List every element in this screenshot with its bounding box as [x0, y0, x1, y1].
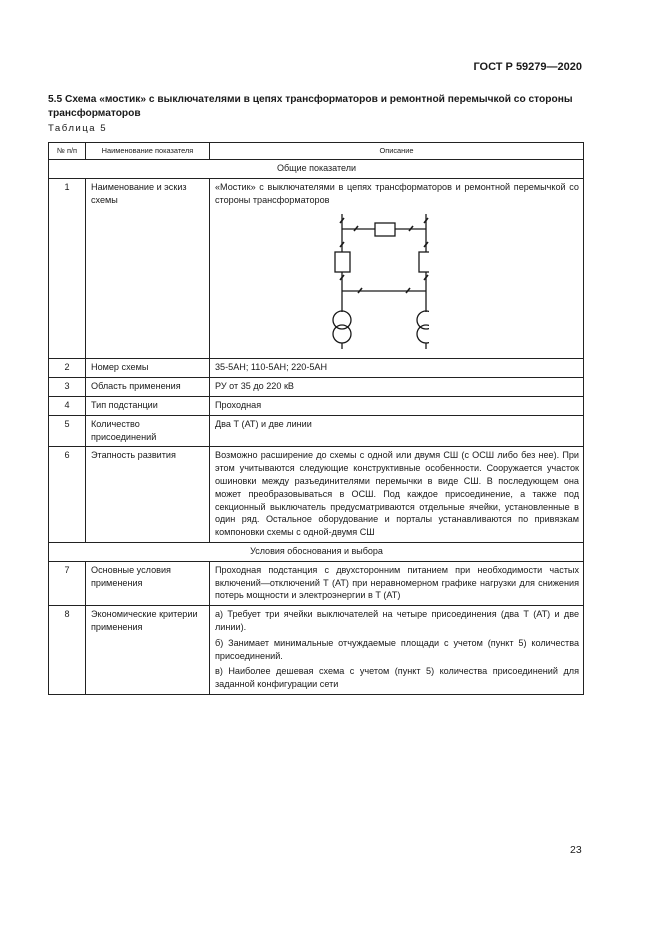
table-row	[49, 447, 584, 543]
table-label: Таблица 5	[48, 123, 108, 134]
row-number: 8	[49, 606, 86, 695]
table-row	[49, 415, 584, 447]
row-description: Проходная	[210, 396, 584, 415]
bridge-breaker	[375, 223, 395, 236]
row-number: 1	[49, 178, 86, 359]
row-name: Наименование и эскиз схемы	[86, 178, 210, 359]
row-number: 3	[49, 378, 86, 397]
table-row	[49, 561, 584, 605]
row-name: Основные условия применения	[86, 561, 210, 605]
row-number: 5	[49, 415, 86, 447]
row-description: Два Т (АТ) и две линии	[210, 415, 584, 447]
right-transformer-winding-2	[417, 325, 429, 343]
row-number: 7	[49, 561, 86, 605]
section-label-general: Общие показатели	[49, 160, 584, 179]
col-header-description: Описание	[210, 143, 584, 160]
table-header-row	[49, 143, 584, 160]
row-name: Экономические критерии применения	[86, 606, 210, 695]
section-row-general	[49, 160, 584, 179]
bridge-circuit-diagram	[325, 214, 429, 349]
row-name: Тип подстанции	[86, 396, 210, 415]
section-label-conditions: Условия обоснования и выбора	[49, 542, 584, 561]
indicator-table	[48, 142, 584, 695]
section-title: 5.5 Схема «мостик» с выключателями в цепях трансформаторов и ремонтной перемычкой со стороны трансформаторов	[48, 94, 573, 119]
left-transformer-winding-2	[333, 325, 351, 343]
table-row	[49, 178, 584, 359]
table-row	[49, 359, 584, 378]
row-number: 6	[49, 447, 86, 543]
col-header-number: № п/п	[49, 143, 86, 160]
table-row	[49, 396, 584, 415]
row-number: 2	[49, 359, 86, 378]
row-name: Область применения	[86, 378, 210, 397]
table-row	[49, 606, 584, 695]
row-description: 35-5АН; 110-5АН; 220-5АН	[210, 359, 584, 378]
left-transformer-winding-1	[333, 311, 351, 329]
left-breaker	[335, 252, 350, 272]
row-name: Номер схемы	[86, 359, 210, 378]
right-transformer-winding-1	[417, 311, 429, 329]
right-breaker	[419, 252, 429, 272]
row-description	[210, 606, 584, 695]
page-number: 23	[570, 844, 582, 856]
criterion-b: б) Занимает минимальные отчуждаемые площади с учетом (пункт 5) количества присоединений.	[215, 637, 579, 661]
row-description: РУ от 35 до 220 кВ	[210, 378, 584, 397]
row-description-text: «Мостик» с выключателями в цепях трансформаторов и ремонтной перемычкой со стороны трансформаторов	[215, 181, 579, 205]
criterion-c: в) Наиболее дешевая схема с учетом (пункт 5) количества присоединений для заданной конфигурации сети	[215, 666, 579, 690]
standard-number: ГОСТ Р 59279—2020	[473, 61, 582, 73]
row-number: 4	[49, 396, 86, 415]
table-row	[49, 378, 584, 397]
row-description: Возможно расширение до схемы с одной или двумя СШ (с ОСШ либо без нее). При этом учитываются следующие конструктивные особенности. Сооружается участок ошиновки между разъединителями перемычки в виде СШ. В последующем она может преобразовываться в ОСШ. Под каждое присоединение, а также под секционный выключатель предусматриваются отдельные ячейки, установленные в один ряд. Остальное оборудование и порталы устанавливаются по привязкам компоновки схемы с одной-двумя СШ	[210, 447, 584, 543]
col-header-name: Наименование показателя	[86, 143, 210, 160]
row-name: Количество присоединений	[86, 415, 210, 447]
row-description: Проходная подстанция с двухсторонним питанием при необходимости частых включений—отключений Т (АТ) при неравномерном графике нагрузки для снижения потерь мощности и электроэнергии в Т (АТ)	[210, 561, 584, 605]
row-name: Этапность развития	[86, 447, 210, 543]
row-description	[210, 178, 584, 359]
section-row-conditions	[49, 542, 584, 561]
criterion-a: а) Требует три ячейки выключателей на четыре присоединения (два Т (АТ) и две линии).	[215, 609, 579, 632]
